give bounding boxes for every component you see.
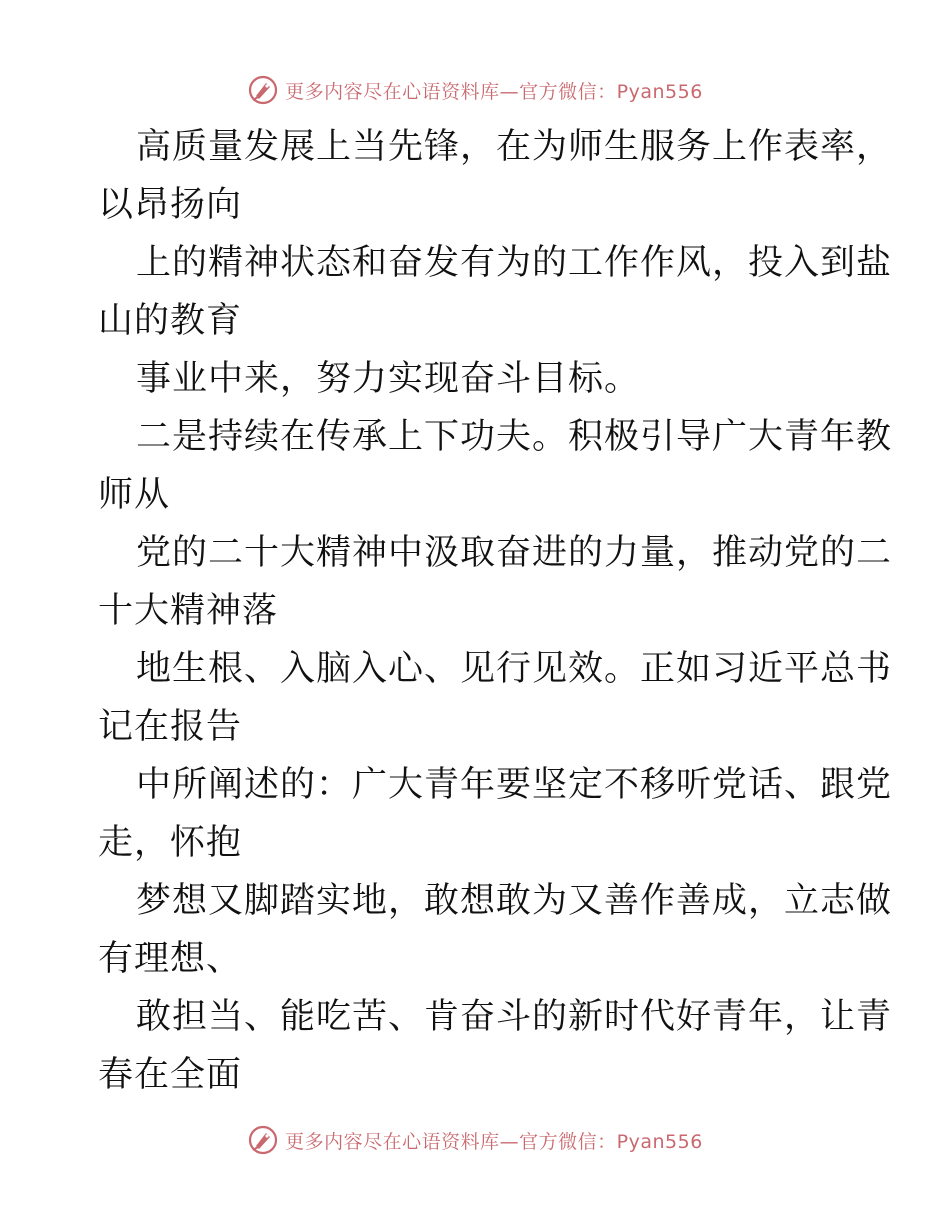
pen-nib-seal-icon [247, 1124, 279, 1156]
text-line: 中所阐述的：广大青年要坚定不移听党话、跟党 [136, 765, 893, 805]
text-line: 二是持续在传承上下功夫。积极引导广大青年教 [136, 417, 893, 457]
text-line: 地生根、入脑入心、见行见效。正如习近平总书 [136, 649, 893, 689]
text-line: 以昂扬向 [98, 185, 243, 225]
text-line: 上的精神状态和奋发有为的工作作风，投入到盐 [136, 243, 893, 283]
text-line: 梦想又脚踏实地，敢想敢为又善作善成，立志做 [136, 881, 893, 921]
footer-watermark [0, 1120, 950, 1160]
text-line: 党的二十大精神中汲取奋进的力量，推动党的二 [136, 533, 893, 573]
header-watermark [0, 70, 950, 110]
text-line: 山的教育 [98, 301, 243, 341]
pen-nib-seal-icon [247, 74, 279, 106]
watermark-text: 更多内容尽在心语资料库—官方微信：Pyan556 [285, 80, 703, 103]
text-line: 十大精神落 [98, 591, 279, 631]
document-body [98, 118, 893, 1104]
text-line: 师从 [98, 475, 171, 515]
text-line: 春在全面 [98, 1055, 243, 1095]
text-line: 事业中来，努力实现奋斗目标。 [136, 359, 641, 399]
text-line: 敢担当、能吃苦、肯奋斗的新时代好青年，让青 [136, 997, 893, 1037]
text-line: 有理想、 [98, 939, 243, 979]
text-line: 高质量发展上当先锋，在为师生服务上作表率， [136, 127, 893, 167]
text-line: 记在报告 [98, 707, 243, 747]
text-line: 走，怀抱 [98, 823, 243, 863]
watermark-text: 更多内容尽在心语资料库—官方微信：Pyan556 [285, 1130, 703, 1153]
